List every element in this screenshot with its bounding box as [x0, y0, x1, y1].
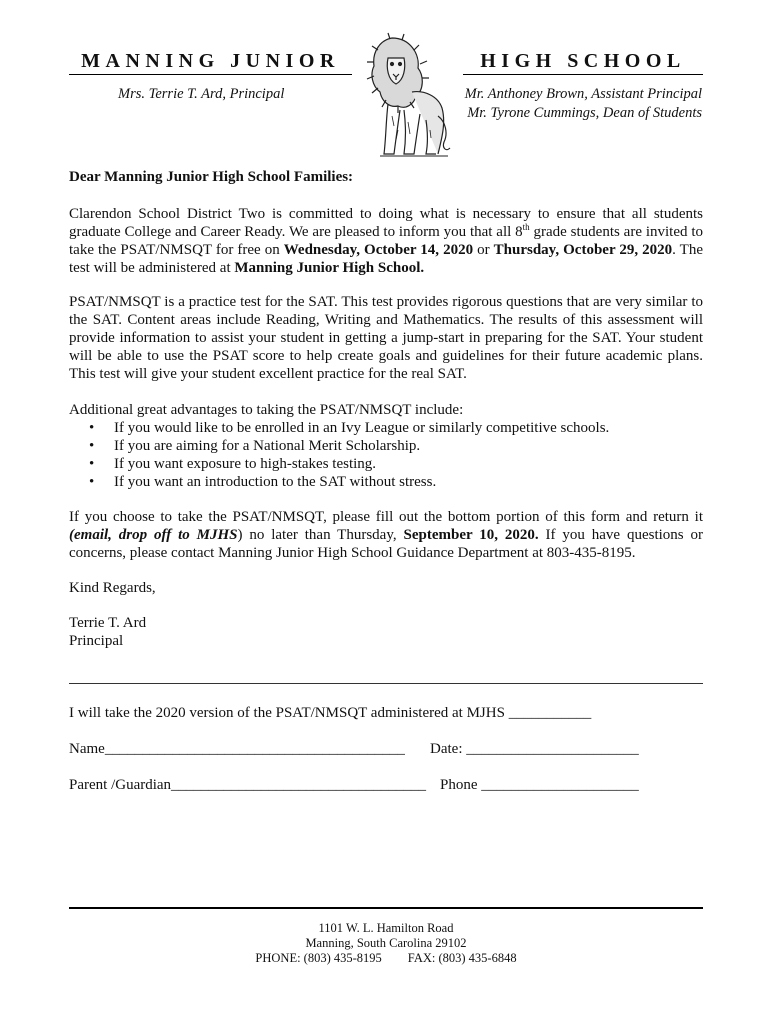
list-item: • If you want an introduction to the SAT without stress. — [69, 473, 703, 491]
dean-name: Mr. Tyrone Cummings, Dean of Students — [467, 105, 702, 121]
paragraph-invitation — [69, 205, 703, 277]
footer-divider — [69, 907, 703, 909]
p3-text-c: If you have questions or concerns, please contact Manning Junior High School Guidance Department at 803-435-8195. — [69, 527, 703, 561]
p3-text-b: ) no later than Thursday, — [237, 527, 404, 543]
list-item: • If you want exposure to high-stakes testing. — [69, 455, 703, 473]
principal-name: Mrs. Terrie T. Ard, Principal — [118, 86, 285, 102]
assistant-principal-name: Mr. Anthoney Brown, Assistant Principal — [464, 86, 702, 102]
paragraph-about-psat: PSAT/NMSQT is a practice test for the SAT. This test provides rigorous questions that are very similar to the SAT. Content areas include Reading, Writing and Mathematics. The results of this assessment will provide information to assist your student in getting a jump-start in preparing for the SAT. Your student will be able to use the PSAT score to help create goals and guidelines for their future academic plans. This test will give your student excellent practice for the real SAT. — [69, 294, 703, 382]
date-field[interactable]: Date: _______________________ — [430, 741, 639, 757]
footer-fax: FAX: (803) 435-6848 — [407, 951, 517, 965]
participation-statement[interactable]: I will take the 2020 version of the PSAT/NMSQT administered at MJHS ___________ — [69, 705, 592, 721]
salutation: Dear Manning Junior High School Families: — [69, 169, 354, 185]
footer-contact — [69, 950, 703, 966]
p1-text-c: . The test will be administered at — [69, 242, 704, 276]
advantages-list — [69, 419, 703, 491]
list-item: • If you are aiming for a National Merit Scholarship. — [69, 437, 703, 455]
test-date-2: Thursday, October 29, 2020 — [493, 242, 673, 258]
p1-text-a: Clarendon School District Two is committed to doing what is necessary to ensure that all students graduate College and Career Ready. We are pleased to inform you that all 8 — [69, 206, 703, 240]
return-deadline: September 10, 2020. — [403, 527, 539, 543]
signer-name: Terrie T. Ard — [69, 615, 147, 631]
tear-off-divider — [69, 683, 703, 684]
return-methods: (email, drop off to MJHS — [69, 527, 238, 543]
p1-text-b: grade students are invited to take the PSAT/NMSQT for free on — [69, 224, 704, 258]
name-field[interactable]: Name________________________________________ — [69, 741, 405, 757]
school-name-right: HIGH SCHOOL — [463, 50, 703, 75]
p1-text-or: or — [473, 242, 494, 258]
test-location: Manning Junior High School. — [234, 260, 425, 276]
footer-street: 1101 W. L. Hamilton Road — [318, 921, 454, 935]
list-item: • If you would like to be enrolled in an Ivy League or similarly competitive schools. — [69, 419, 703, 437]
advantages-intro: Additional great advantages to taking the PSAT/NMSQT include: — [69, 402, 464, 418]
parent-guardian-field[interactable]: Parent /Guardian__________________________________ — [69, 777, 427, 793]
school-name-left: MANNING JUNIOR — [69, 50, 352, 75]
test-date-1: Wednesday, October 14, 2020 — [283, 242, 474, 258]
paragraph-instructions — [69, 508, 703, 562]
p3-text-a: If you choose to take the PSAT/NMSQT, please fill out the bottom portion of this form and return it — [69, 509, 703, 525]
footer-phone: PHONE: (803) 435-8195 — [255, 951, 382, 965]
footer-city: Manning, South Carolina 29102 — [305, 936, 467, 950]
phone-field[interactable]: Phone _____________________ — [440, 777, 639, 793]
p1-superscript: th — [522, 222, 530, 232]
signer-title: Principal — [69, 633, 124, 649]
closing: Kind Regards, — [69, 580, 156, 596]
lion-mascot-icon — [362, 30, 452, 160]
